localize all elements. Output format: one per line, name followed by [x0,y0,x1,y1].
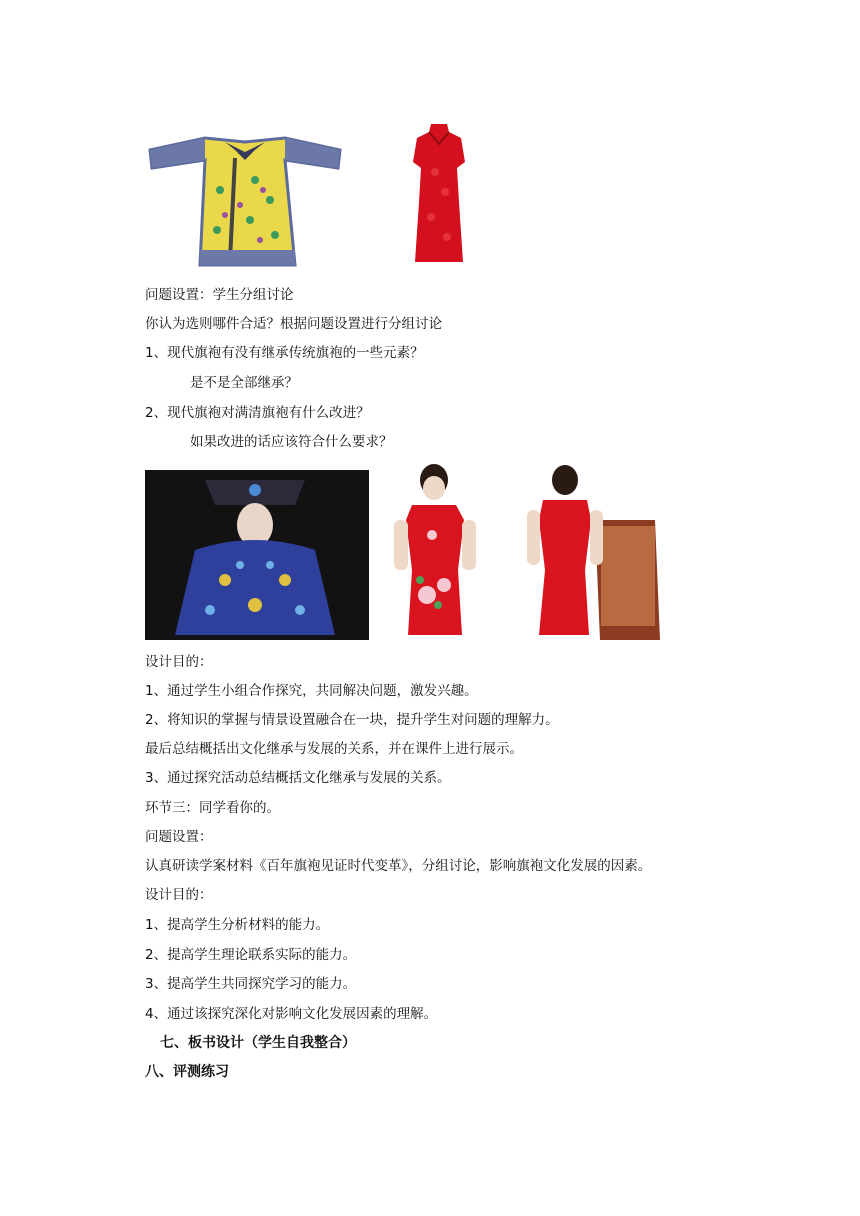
text-line: 3、提高学生共同探究学习的能力。 [145,976,357,992]
text-line: 1、现代旗袍有没有继承传统旗袍的一些元素？ [145,345,424,361]
section-heading: 八、评测练习 [145,1064,229,1080]
text-line: 问题设置： [145,829,213,845]
text-line: 2、现代旗袍对满清旗袍有什么改进？ [145,405,370,421]
modern-qipao-image [405,122,473,267]
text-line: 问题设置：学生分组讨论 [145,287,294,303]
text-line: 设计目的： [145,654,213,670]
text-line: 最后总结概括出文化继承与发展的关系，并在课件上进行展示。 [145,741,523,757]
text-line: 1、提高学生分析材料的能力。 [145,917,330,933]
text-line: 3、通过探究活动总结概括文化继承与发展的关系。 [145,770,451,786]
text-line: 认真研读学案材料《百年旗袍见证时代变革》，分组讨论，影响旗袍文化发展的因素。 [145,858,652,874]
text-line: 2、将知识的掌握与情景设置融合在一块，提升学生对问题的理解力。 [145,712,559,728]
text-line: 是不是全部继承？ [190,375,298,391]
text-line: 设计目的： [145,887,213,903]
qing-robe-image [145,130,345,273]
red-qipao-front-photo [372,460,502,640]
red-qipao-back-photo [505,460,670,640]
qing-costume-photo [145,470,369,640]
text-line: 1、通过学生小组合作探究，共同解决问题，激发兴趣。 [145,683,478,699]
text-line: 环节三：同学看你的。 [145,800,280,816]
section-heading: 七、板书设计（学生自我整合） [160,1035,356,1051]
text-line: 4、通过该探究深化对影响文化发展因素的理解。 [145,1006,438,1022]
text-line: 2、提高学生理论联系实际的能力。 [145,947,357,963]
text-line: 你认为选则哪件合适？根据问题设置进行分组讨论 [145,316,442,332]
text-line: 如果改进的话应该符合什么要求？ [190,434,393,450]
